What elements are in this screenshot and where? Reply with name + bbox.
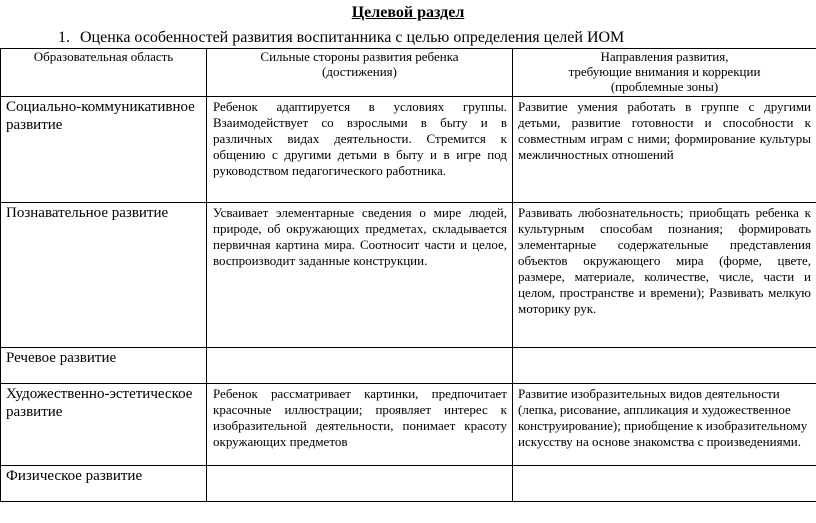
table-row bbox=[1, 203, 816, 348]
section-heading bbox=[58, 29, 624, 47]
header-strengths bbox=[207, 49, 513, 97]
table-row bbox=[1, 97, 816, 203]
header-directions-line3: (проблемные зоны) bbox=[610, 79, 719, 94]
strengths-cell: Усваивает элементарные сведения о мире людей, природе, об окружающих предметах, складывается первичная картина мира. Соотносит части и целое, воспроизводит заданные конструкции. bbox=[207, 203, 513, 348]
area-cell: Социально-коммуникативное развитие bbox=[1, 97, 207, 203]
directions-cell bbox=[513, 348, 816, 384]
section-number: 1. bbox=[58, 29, 70, 46]
area-cell: Познавательное развитие bbox=[1, 203, 207, 348]
strengths-cell bbox=[207, 348, 513, 384]
area-cell: Художественно-эстетическое развитие bbox=[1, 384, 207, 466]
area-cell: Физическое развитие bbox=[1, 466, 207, 502]
header-area: Образовательная область bbox=[1, 49, 207, 97]
table-row bbox=[1, 384, 816, 466]
development-table bbox=[0, 48, 816, 502]
strengths-cell: Ребенок рассматривает картинки, предпочитает красочные иллюстрации; проявляет интерес к изобразительной деятельности, понимает красоту окружающих предметов bbox=[207, 384, 513, 466]
directions-cell: Развивать любознательность; приобщать ребенка к культурным способам познания; формировать элементарные содержательные представления объектов окружающего мира (форме, цвете, размере, материале, количестве, числе, части и целом, пространстве и времени); Развивать мелкую моторику рук. bbox=[513, 203, 816, 348]
directions-cell bbox=[513, 466, 816, 502]
header-directions bbox=[513, 49, 816, 97]
strengths-cell: Ребенок адаптируется в условиях группы. Взаимодействует со взрослыми в быту и в различных видах деятельности. Стремится к общению с другими детьми в быту и в игре под руководством педагогического работника. bbox=[207, 97, 513, 203]
table-row bbox=[1, 466, 816, 502]
header-directions-line1: Направления развития, bbox=[600, 49, 729, 64]
header-directions-line2: требующие внимания и коррекции bbox=[568, 64, 761, 79]
strengths-cell bbox=[207, 466, 513, 502]
directions-cell: Развитие умения работать в группе с другими детьми, развитие готовности и способности к совместным играм с ними; формирование культуры межличностных отношений bbox=[513, 97, 816, 203]
table-header-row bbox=[1, 49, 816, 97]
section-text: Оценка особенностей развития воспитанника с целью определения целей ИОМ bbox=[80, 29, 625, 46]
header-strengths-line1: Сильные стороны развития ребенка bbox=[260, 49, 459, 64]
header-strengths-line2: (достижения) bbox=[322, 64, 397, 79]
page-title: Целевой раздел bbox=[351, 4, 465, 21]
table-row bbox=[1, 348, 816, 384]
area-cell: Речевое развитие bbox=[1, 348, 207, 384]
directions-cell: Развитие изобразительных видов деятельности (лепка, рисование, аппликация и художественное конструирование); приобщение к изобразительному искусству на основе знакомства с произведениями. bbox=[513, 384, 816, 466]
